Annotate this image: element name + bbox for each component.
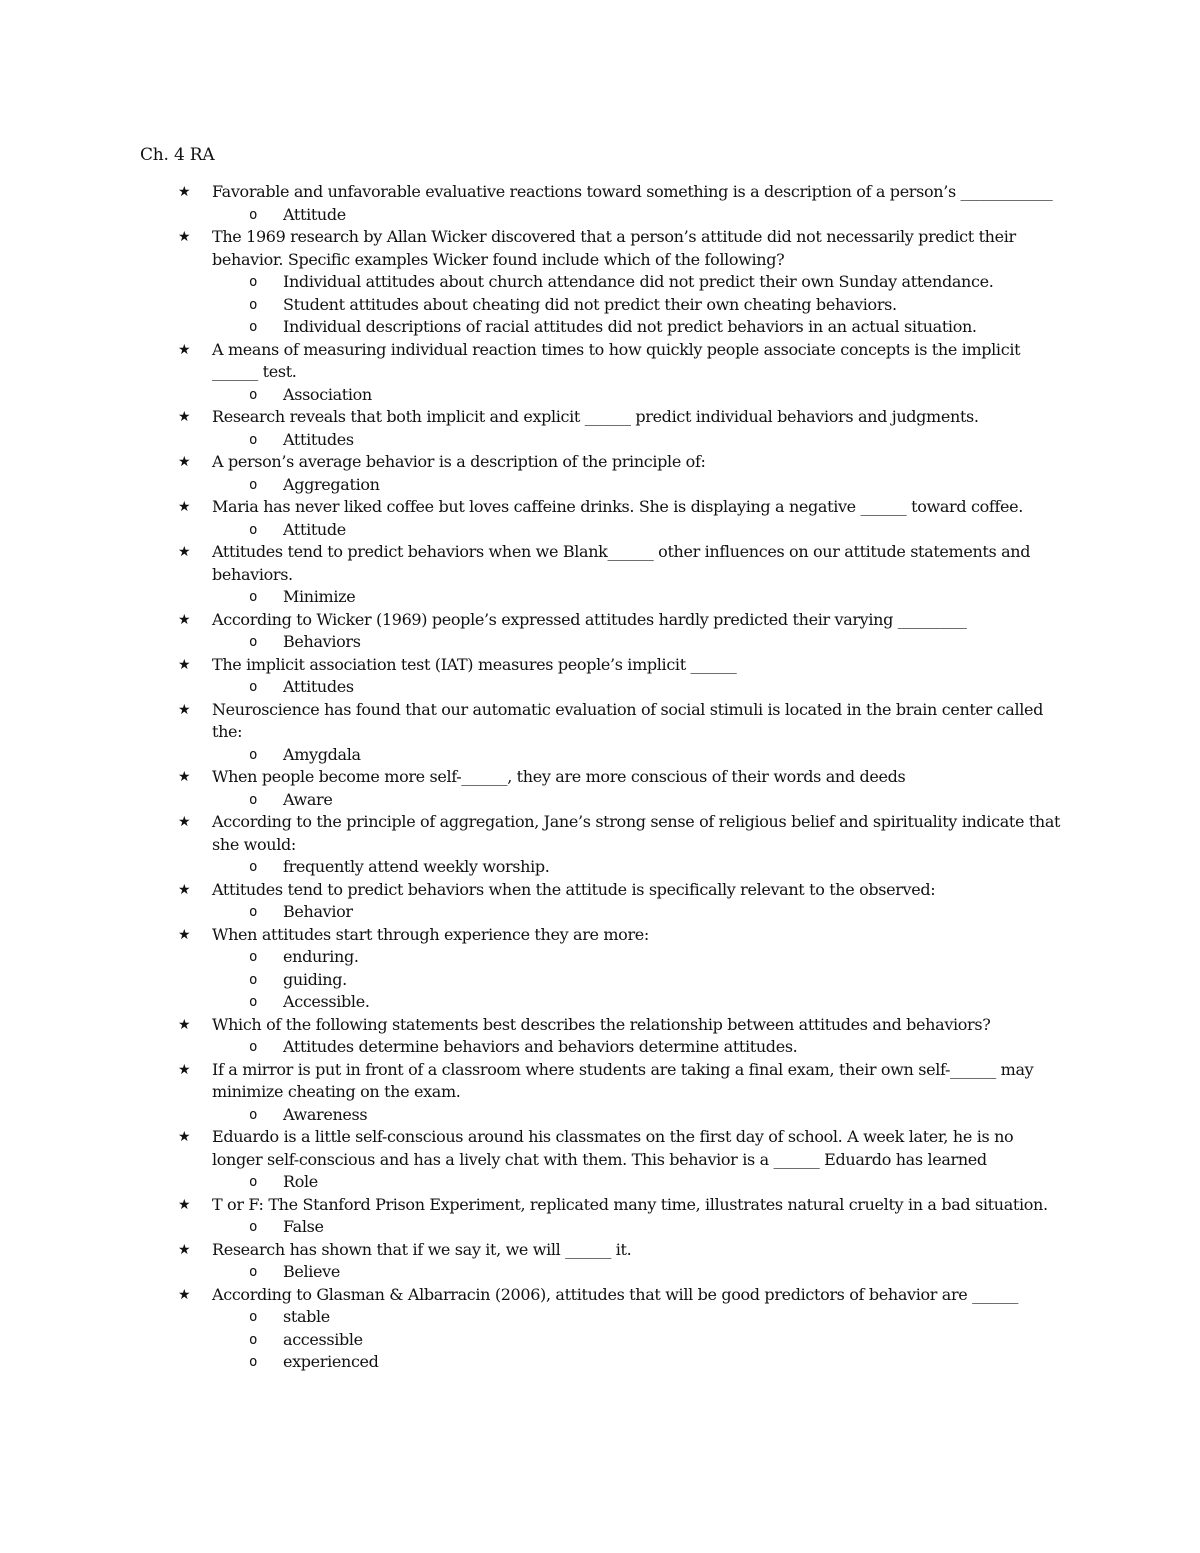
star-bullet-icon: ★ bbox=[178, 1286, 191, 1303]
answer-list bbox=[0, 519, 1200, 542]
circle-bullet-icon: o bbox=[249, 971, 258, 988]
answer-text: Individual descriptions of racial attitudes did not predict behaviors in an actual situation. bbox=[283, 317, 977, 336]
question-row bbox=[0, 1014, 1062, 1037]
circle-bullet-icon: o bbox=[249, 1354, 258, 1370]
circle-bullet-icon: o bbox=[249, 1264, 258, 1280]
question-row bbox=[0, 1284, 1062, 1307]
question-item bbox=[0, 339, 1200, 407]
answer-item bbox=[0, 294, 1200, 317]
circle-bullet-icon: o bbox=[249, 386, 258, 403]
answer-list bbox=[0, 901, 1200, 924]
answer-list bbox=[0, 1171, 1200, 1194]
answer-text: Attitudes determine behaviors and behaviors determine attitudes. bbox=[283, 1037, 798, 1056]
circle-bullet-icon: o bbox=[249, 1039, 258, 1055]
question-item bbox=[0, 1014, 1200, 1059]
question-text: The implicit association test (IAT) measures people’s implicit ______ bbox=[212, 654, 737, 674]
answer-text: Accessible. bbox=[283, 992, 370, 1011]
answer-item bbox=[0, 204, 1200, 227]
answer-list bbox=[0, 204, 1200, 227]
answer-text: accessible bbox=[283, 1329, 363, 1349]
answer-text: Attitudes bbox=[283, 429, 354, 449]
answer-list bbox=[0, 474, 1200, 497]
star-bullet-icon: ★ bbox=[178, 184, 191, 200]
question-text: T or F: The Stanford Prison Experiment, replicated many time, illustrates natural cruelty in a bad situation. bbox=[212, 1194, 1048, 1214]
answer-list bbox=[0, 1216, 1200, 1239]
answer-text: Behavior bbox=[283, 902, 353, 921]
answer-item bbox=[0, 744, 1200, 767]
answer-item bbox=[0, 429, 1200, 452]
question-text: A person’s average behavior is a description of the principle of: bbox=[212, 452, 706, 471]
question-row bbox=[0, 1126, 1062, 1171]
answer-item bbox=[0, 1104, 1200, 1127]
question-item bbox=[0, 181, 1200, 226]
question-text: According to Wicker (1969) people’s expressed attitudes hardly predicted their varying _________ bbox=[212, 609, 967, 629]
answer-list bbox=[0, 789, 1200, 812]
answer-list bbox=[0, 946, 1200, 1014]
answer-text: Attitude bbox=[283, 204, 346, 224]
answer-text: enduring. bbox=[283, 947, 359, 966]
question-row bbox=[0, 406, 1062, 429]
answer-text: frequently attend weekly worship. bbox=[283, 857, 550, 876]
star-bullet-icon: ★ bbox=[178, 1016, 191, 1033]
answer-item bbox=[0, 856, 1200, 879]
question-row bbox=[0, 609, 1062, 632]
answer-list bbox=[0, 1261, 1200, 1284]
answer-text: stable bbox=[283, 1307, 330, 1326]
star-bullet-icon: ★ bbox=[178, 881, 191, 898]
answer-list bbox=[0, 1104, 1200, 1127]
question-item bbox=[0, 699, 1200, 767]
answer-text: Aware bbox=[283, 789, 333, 809]
star-bullet-icon: ★ bbox=[178, 341, 191, 358]
answer-item bbox=[0, 969, 1200, 992]
answer-item bbox=[0, 1036, 1200, 1059]
answer-text: experienced bbox=[283, 1352, 379, 1371]
star-bullet-icon: ★ bbox=[178, 701, 191, 718]
star-bullet-icon: ★ bbox=[178, 499, 191, 515]
answer-item bbox=[0, 901, 1200, 924]
answer-text: Individual attitudes about church attendance did not predict their own Sunday attendance. bbox=[283, 272, 994, 291]
star-bullet-icon: ★ bbox=[178, 1241, 191, 1258]
answer-item bbox=[0, 676, 1200, 699]
answer-item bbox=[0, 474, 1200, 497]
question-text: Neuroscience has found that our automatic evaluation of social stimuli is located in the brain center called the: bbox=[212, 699, 1044, 741]
question-text: Research reveals that both implicit and explicit ______ predict individual behaviors and judgments. bbox=[212, 407, 979, 426]
circle-bullet-icon: o bbox=[249, 904, 258, 920]
answer-list bbox=[0, 676, 1200, 699]
answer-text: Aggregation bbox=[283, 474, 380, 494]
star-bullet-icon: ★ bbox=[178, 656, 191, 673]
star-bullet-icon: ★ bbox=[178, 926, 191, 943]
answer-item bbox=[0, 1261, 1200, 1284]
star-bullet-icon: ★ bbox=[178, 544, 191, 560]
question-item bbox=[0, 654, 1200, 699]
question-text: Attitudes tend to predict behaviors when the attitude is specifically relevant to the observed: bbox=[212, 879, 936, 899]
answer-text: False bbox=[283, 1217, 324, 1236]
answer-text: Attitudes bbox=[283, 677, 354, 696]
answer-item bbox=[0, 384, 1200, 407]
answer-item bbox=[0, 991, 1200, 1014]
answer-item bbox=[0, 1306, 1200, 1329]
circle-bullet-icon: o bbox=[249, 319, 258, 335]
answer-item bbox=[0, 631, 1200, 654]
answer-item bbox=[0, 586, 1200, 609]
answer-text: Attitude bbox=[283, 519, 346, 539]
question-row bbox=[0, 181, 1062, 204]
question-item bbox=[0, 1194, 1200, 1239]
question-text: When people become more self-______, they are more conscious of their words and deeds bbox=[212, 767, 906, 786]
answer-list bbox=[0, 384, 1200, 407]
answer-text: Awareness bbox=[283, 1104, 368, 1124]
question-text: Favorable and unfavorable evaluative reactions toward something is a description of a person’s ____________ bbox=[212, 182, 1053, 201]
answer-item bbox=[0, 1329, 1200, 1352]
question-row bbox=[0, 654, 1062, 677]
question-item bbox=[0, 924, 1200, 1014]
question-row bbox=[0, 1059, 1062, 1104]
answer-item bbox=[0, 519, 1200, 542]
answer-item bbox=[0, 316, 1200, 339]
question-row bbox=[0, 226, 1062, 271]
question-text: Research has shown that if we say it, we will ______ it. bbox=[212, 1239, 632, 1259]
circle-bullet-icon: o bbox=[249, 274, 258, 290]
circle-bullet-icon: o bbox=[249, 476, 258, 493]
answer-item bbox=[0, 789, 1200, 812]
question-item bbox=[0, 766, 1200, 811]
question-text: A means of measuring individual reaction times to how quickly people associate concepts is the implicit ______ test. bbox=[212, 339, 1021, 381]
circle-bullet-icon: o bbox=[249, 949, 258, 965]
circle-bullet-icon: o bbox=[249, 1174, 258, 1190]
question-row bbox=[0, 699, 1062, 744]
question-item bbox=[0, 811, 1200, 879]
question-row bbox=[0, 766, 1062, 789]
circle-bullet-icon: o bbox=[249, 634, 258, 650]
question-row bbox=[0, 924, 1062, 947]
question-item bbox=[0, 879, 1200, 924]
circle-bullet-icon: o bbox=[249, 206, 258, 223]
answer-list bbox=[0, 586, 1200, 609]
question-text: If a mirror is put in front of a classroom where students are taking a final exam, their own self-______ may minimize cheating on the exam. bbox=[212, 1059, 1034, 1101]
question-item bbox=[0, 406, 1200, 451]
circle-bullet-icon: o bbox=[249, 296, 258, 313]
answer-text: Behaviors bbox=[283, 632, 361, 651]
star-bullet-icon: ★ bbox=[178, 1129, 191, 1145]
star-bullet-icon: ★ bbox=[178, 454, 191, 470]
question-item bbox=[0, 1284, 1200, 1374]
star-bullet-icon: ★ bbox=[178, 769, 191, 785]
question-item bbox=[0, 1239, 1200, 1284]
question-text: Which of the following statements best describes the relationship between attitudes and behaviors? bbox=[212, 1014, 991, 1034]
page-title: Ch. 4 RA bbox=[140, 145, 215, 165]
question-text: When attitudes start through experience they are more: bbox=[212, 924, 649, 944]
circle-bullet-icon: o bbox=[249, 1219, 258, 1235]
answer-list bbox=[0, 1306, 1200, 1374]
circle-bullet-icon: o bbox=[249, 791, 258, 808]
answer-item bbox=[0, 1351, 1200, 1374]
answer-item bbox=[0, 271, 1200, 294]
question-item bbox=[0, 1059, 1200, 1127]
star-bullet-icon: ★ bbox=[178, 814, 191, 830]
answer-text: Association bbox=[283, 384, 372, 404]
answer-list bbox=[0, 429, 1200, 452]
answer-item bbox=[0, 1216, 1200, 1239]
circle-bullet-icon: o bbox=[249, 1309, 258, 1325]
question-text: Attitudes tend to predict behaviors when we Blank______ other influences on our attitude statements and behaviors. bbox=[212, 542, 1031, 584]
answer-text: guiding. bbox=[283, 969, 347, 989]
answer-list bbox=[0, 1036, 1200, 1059]
circle-bullet-icon: o bbox=[249, 589, 258, 605]
question-text: The 1969 research by Allan Wicker discovered that a person’s attitude did not necessarily predict their behavior. Specific examples Wicker found include which of the following? bbox=[212, 227, 1016, 269]
question-row bbox=[0, 1194, 1062, 1217]
question-row bbox=[0, 879, 1062, 902]
circle-bullet-icon: o bbox=[249, 746, 258, 763]
answer-list bbox=[0, 631, 1200, 654]
question-item bbox=[0, 451, 1200, 496]
circle-bullet-icon: o bbox=[249, 1106, 258, 1123]
circle-bullet-icon: o bbox=[249, 859, 258, 875]
star-bullet-icon: ★ bbox=[178, 1061, 191, 1078]
question-item bbox=[0, 496, 1200, 541]
question-text: Eduardo is a little self-conscious around his classmates on the first day of school. A week later, he is no longer self-conscious and has a lively chat with them. This behavior is a ______ Eduardo has learned bbox=[212, 1127, 1014, 1169]
answer-text: Student attitudes about cheating did not predict their own cheating behaviors. bbox=[283, 294, 897, 314]
question-row bbox=[0, 496, 1062, 519]
star-bullet-icon: ★ bbox=[178, 229, 191, 245]
question-text: According to Glasman & Albarracin (2006), attitudes that will be good predictors of behavior are ______ bbox=[212, 1284, 1019, 1304]
question-row bbox=[0, 1239, 1062, 1262]
answer-text: Amygdala bbox=[283, 744, 361, 764]
question-text: According to the principle of aggregation, Jane’s strong sense of religious belief and spirituality indicate that she would: bbox=[212, 812, 1061, 854]
question-row bbox=[0, 451, 1062, 474]
star-bullet-icon: ★ bbox=[178, 1196, 191, 1213]
answer-text: Role bbox=[283, 1172, 318, 1191]
question-list bbox=[0, 181, 1200, 1374]
answer-item bbox=[0, 1171, 1200, 1194]
question-row bbox=[0, 541, 1062, 586]
answer-list bbox=[0, 271, 1200, 339]
answer-text: Believe bbox=[283, 1262, 340, 1281]
question-row bbox=[0, 811, 1062, 856]
question-item bbox=[0, 1126, 1200, 1194]
circle-bullet-icon: o bbox=[249, 431, 258, 448]
star-bullet-icon: ★ bbox=[178, 409, 191, 425]
answer-item bbox=[0, 946, 1200, 969]
question-item bbox=[0, 609, 1200, 654]
question-text: Maria has never liked coffee but loves caffeine drinks. She is displaying a negative ______ toward coffee. bbox=[212, 497, 1023, 516]
answer-text: Minimize bbox=[283, 587, 356, 606]
answer-list bbox=[0, 856, 1200, 879]
question-row bbox=[0, 339, 1062, 384]
question-item bbox=[0, 226, 1200, 339]
circle-bullet-icon: o bbox=[249, 994, 258, 1010]
circle-bullet-icon: o bbox=[249, 521, 258, 538]
question-item bbox=[0, 541, 1200, 609]
star-bullet-icon: ★ bbox=[178, 611, 191, 628]
answer-list bbox=[0, 744, 1200, 767]
circle-bullet-icon: o bbox=[249, 1331, 258, 1348]
circle-bullet-icon: o bbox=[249, 679, 258, 695]
